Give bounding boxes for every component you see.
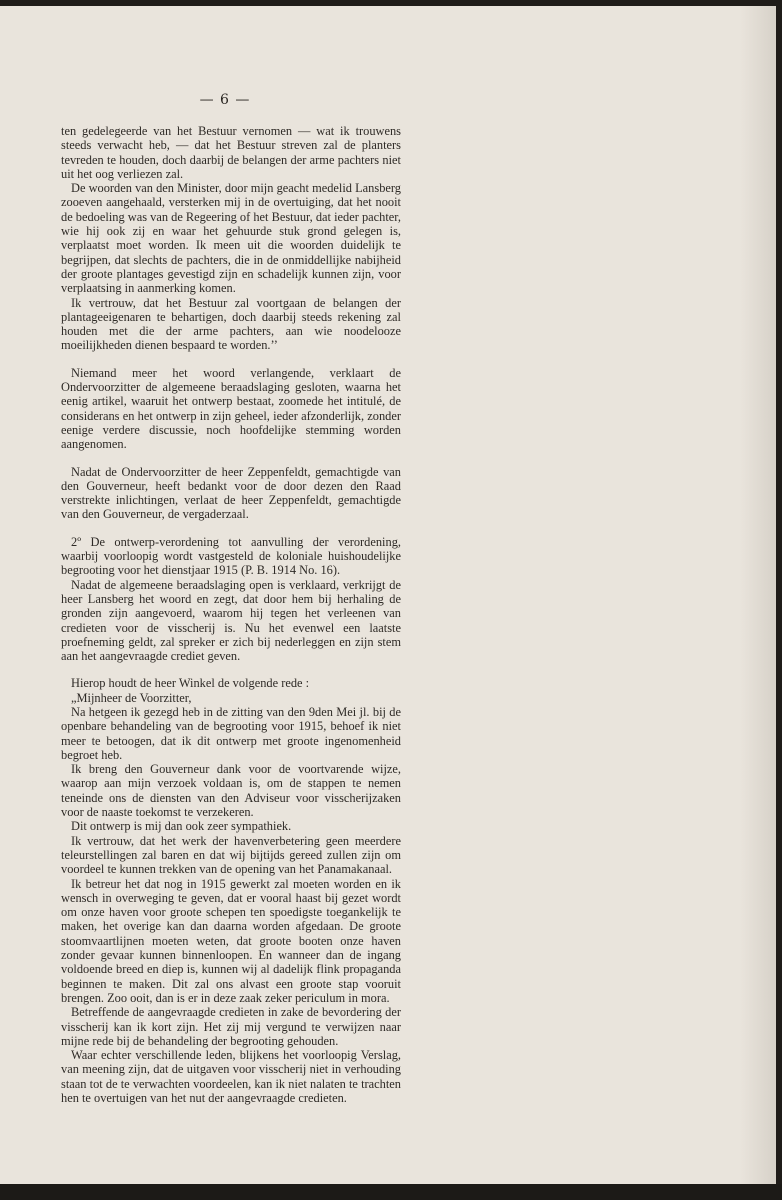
paragraph: Hierop houdt de heer Winkel de volgende rede : [71, 676, 310, 691]
paragraph: Ik breng den Gouverneur dank voor de voortvarende wijze, waarop aan mijn verzoek voldaan is, om de stappen te nemen teneinde ons de diensten van den Adviseur voor visscherijzaken voor de naaste toekomst te verzekeren. [61, 762, 401, 820]
paragraph: „Mijnheer de Voorzitter, [71, 690, 192, 705]
document-page [0, 6, 776, 1184]
paragraph: Betreffende de aangevraagde credieten in zake de bevordering der visscherij kan ik kort zijn. Het zij mij vergund te verwijzen naar mijne rede bij de behandeling der begrooting gehouden. [61, 1005, 401, 1048]
paragraph-gap [61, 353, 401, 366]
paragraph-gap [61, 663, 401, 676]
paragraph: 2º De ontwerp-verordening tot aanvulling der verordening, waarbij voorloopig wordt vastgesteld de koloniale huishoudelijke begrooting voor het dienstjaar 1915 (P. B. 1914 No. 16). [61, 534, 401, 578]
paragraph: Na hetgeen ik gezegd heb in de zitting van den 9den Mei jl. bij de openbare behandeling van de begrooting voor 1915, behoef ik niet meer te betoogen, dat ik dit ontwerp met groote ingenomenheid begroet heb. [61, 704, 401, 762]
page-number: — 6 — [199, 92, 251, 108]
paragraph: Niemand meer het woord verlangende, verklaart de Ondervoorzitter de algemeene beraadslaging gesloten, waarna het eenig artikel, waaruit het ontwerp bestaat, zoomede het intitulé, de considerans en het ontwerp in zijn geheel, ieder afzonderlijk, zonder eenige verdere discussie, noch hoofdelijke stemming worden aangenomen. [61, 365, 401, 452]
paragraph-gap [61, 522, 401, 535]
paragraph: Dit ontwerp is mij dan ook zeer sympathiek. [71, 819, 292, 834]
paragraph: Ik betreur het dat nog in 1915 gewerkt zal moeten worden en ik wensch in overweging te geven, dat er vooral haast bij gezet wordt om onze haven voor groote schepen ten spoedigste toegankelijk te maken, het overige kan dan daarna worden afgedaan. De groote stoomvaartlijnen moeten weten, dat groote booten onze haven zonder gevaar kunnen binnenloopen. En wanneer dan de ingang voldoende breed en diep is, kunnen wij al dadelijk flink propaganda beginnen te maken. Dit zal ons alvast een groote stap vooruit brengen. Zoo ooit, dan is er in deze zaak zeker periculum in mora. [61, 876, 401, 1005]
paragraph: De woorden van den Minister, door mijn geacht medelid Lansberg zooeven aangehaald, versterken mij in de overtuiging, dat het nooit de bedoeling was van de Regeering of het Bestuur, dat ieder pachter, wie hij ook zij en waar het gehuurde stuk grond gelegen is, verplaatst moet worden. Ik meen uit die woorden duidelijk te begrijpen, dat slechts de pachters, die in de onmiddellijke nabijheid der groote plantages gevestigd zijn en schadelijk kunnen zijn, voor verplaatsing in aanmerking komen. [61, 181, 401, 296]
paragraph: Ik vertrouw, dat het werk der havenverbetering geen meerdere teleurstellingen zal baren en dat wij bijtijds gereed zullen zijn om voordeel te kunnen trekken van de opening van het Panamakanaal. [61, 833, 401, 877]
paragraph: Ik vertrouw, dat het Bestuur zal voortgaan de belangen der plantageeigenaren te behartigen, doch daarbij steeds rekening zal houden met die der arme pachters, aan wie noodelooze moeilijkheden dienen bespaard te worden.’’ [61, 295, 401, 353]
body-text [61, 124, 401, 1105]
paragraph: ten gedelegeerde van het Bestuur vernomen — wat ik trouwens steeds verwacht heb, — dat het Bestuur streven zal de planters tevreden te houden, doch daarbij de belangen der arme pachters niet uit het oog verliezen zal. [61, 124, 401, 181]
paragraph: Nadat de algemeene beraadslaging open is verklaard, verkrijgt de heer Lansberg het woord en zegt, dat door hem bij herhaling de gronden zijn aangevoerd, waarom hij tegen het verleenen van credieten voor de visscherij is. Nu het evenwel een laatste proefneming geldt, zal spreker er zich bij nederleggen en zijn stem aan het aangevraagde crediet geven. [61, 577, 401, 664]
paragraph: Nadat de Ondervoorzitter de heer Zeppenfeldt, gemachtigde van den Gouverneur, heeft bedankt voor de door dezen den Raad verstrekte inlichtingen, verlaat de heer Zeppenfeldt, gemachtigde van den Gouverneur, de vergaderzaal. [61, 464, 401, 522]
paragraph-gap [61, 452, 401, 465]
paragraph: Waar echter verschillende leden, blijkens het voorloopig Verslag, van meening zijn, dat de uitgaven voor visscherij niet in verhouding staan tot de te verwachten voordeelen, kan ik niet nalaten te trachten hen te overtuigen van het nut der aangevraagde credieten. [61, 1048, 401, 1105]
scan-border-right [776, 0, 782, 1200]
scan-border-bottom [0, 1184, 782, 1200]
